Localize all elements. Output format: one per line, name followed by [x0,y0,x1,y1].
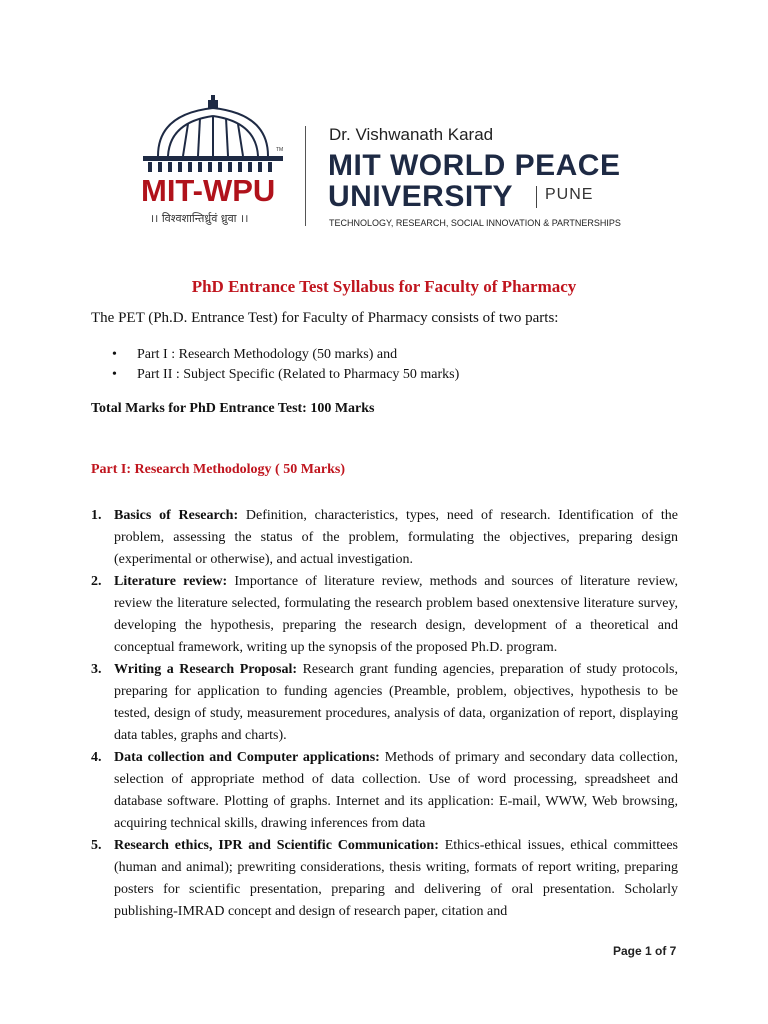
mit-wpu-emblem [138,94,293,234]
item-number: 5. [91,838,102,853]
item-text: Importance of literature review, methods and sources of literature review, review the literature selected, formulating the research problem based onextensive literature survey, developing the hypothesis, preparing the research design, development of a theoretical and conceptual framework, writing up the synopsis of the proposed Ph.D. program. [114,574,678,655]
item-number: 4. [91,750,102,765]
dome-icon [138,94,288,174]
logo-wordmark: MIT-WPU [141,173,276,208]
part1-heading: Part I: Research Methodology ( 50 Marks) [91,462,346,477]
item-number: 2. [91,574,102,589]
item-number: 3. [91,662,102,677]
list-item: • Part II : Subject Specific (Related to Pharmacy 50 marks) [112,365,459,385]
item-text: Ethics-ethical issues, ethical committees (human and animal); prewriting considerations, thesis writing, formats of report writing, preparing posters for scientific presentation, preparing and delivering of oral presentation. Scholarly publishing-IMRAD concept and design of research paper, citation and [114,838,678,919]
total-marks: Total Marks for PhD Entrance Test: 100 Marks [91,401,375,416]
item-text: Methods of primary and secondary data collection, selection of appropriate method of data collection. Use of word processing, spreadsheet and database software. Plotting of graphs. Internet and its application: E-mail, WWW, Web browsing, acquiring technical skills, drawing inferences from data [114,750,678,831]
university-tagline: TECHNOLOGY, RESEARCH, SOCIAL INNOVATION & PARTNERSHIPS [329,218,621,228]
intro-paragraph: The PET (Ph.D. Entrance Test) for Faculty of Pharmacy consists of two parts: [91,310,559,326]
trademark-mark: TM [276,147,284,153]
list-item [91,835,678,923]
parts-list [112,345,459,385]
item-heading: Data collection and Computer applications: [114,750,380,765]
list-item: • Part I : Research Methodology (50 marks) and [112,345,459,365]
list-item [91,505,678,571]
syllabus-list [91,505,678,923]
logo-divider [305,126,306,226]
university-city: PUNE [545,186,594,203]
item-number: 1. [91,508,102,523]
list-item [91,571,678,659]
university-name-line1: MIT WORLD PEACE [328,149,621,182]
university-logo [138,94,638,244]
document-title: PhD Entrance Test Syllabus for Faculty of Pharmacy [191,277,577,296]
item-text: Definition, characteristics, types, need of research. Identification of the problem, assessing the status of the problem, formulating the objectives, preparing design (experimental or otherwise), and actual investigation. [114,508,678,567]
item-heading: Writing a Research Proposal: [114,662,298,677]
university-prefix: Dr. Vishwanath Karad [329,125,494,144]
list-item [91,659,678,747]
list-item [91,747,678,835]
city-separator [536,186,537,208]
page-number: Page 1 of 7 [613,944,677,958]
university-name-line2: UNIVERSITY [328,180,514,213]
item-text: Research grant funding agencies, preparation of study protocols, preparing for application to funding agencies (Preamble, problem, objectives, hypothesis to be tested, design of study, measurement procedures, analysis of data, organization of report, displaying data tables, graphs and charts). [114,662,678,743]
item-heading: Literature review: [114,574,228,589]
logo-motto: ।। विश्वशान्तिर्ध्रुवं ध्रुवा ।। [150,212,249,225]
item-heading: Basics of Research: [114,508,239,523]
item-heading: Research ethics, IPR and Scientific Communication: [114,838,439,853]
